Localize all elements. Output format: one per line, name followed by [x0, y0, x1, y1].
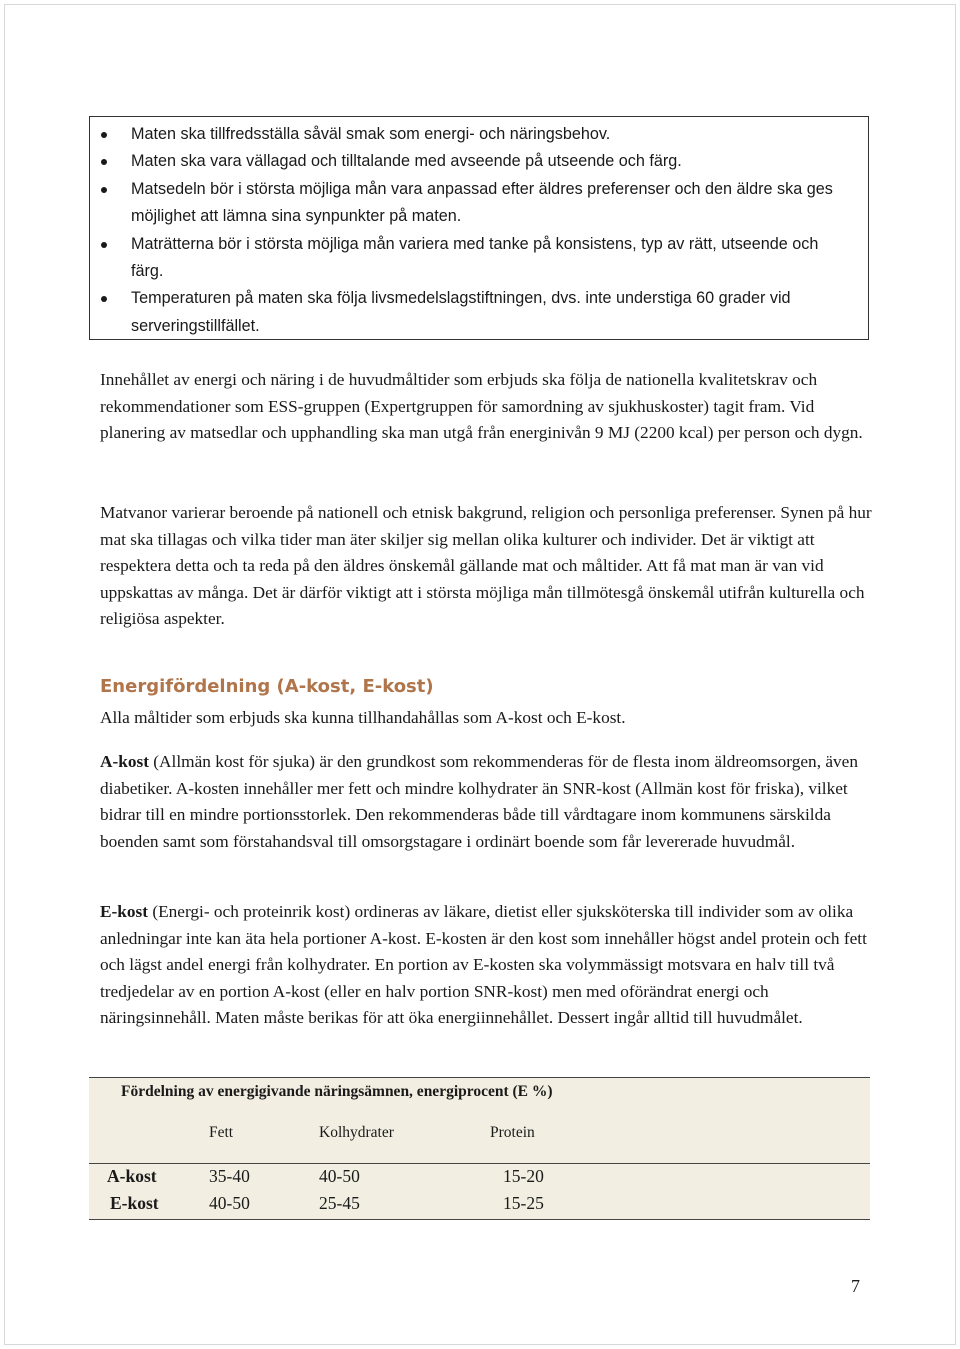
list-item	[90, 285, 868, 340]
paragraph-akost	[100, 749, 880, 855]
table-cell: 40-50	[319, 1166, 360, 1186]
list-item	[90, 231, 868, 286]
bullet-icon	[101, 242, 107, 248]
list-item-text: Temperaturen på maten ska följa livsmedelslagstiftningen, dvs. inte understiga 60 grader vid serveringstillfället.	[131, 289, 791, 335]
energy-distribution-table	[89, 1077, 870, 1220]
table-header-kolhydrater: Kolhydrater	[319, 1124, 394, 1141]
table-header-fett: Fett	[209, 1124, 234, 1141]
table-cell: 15-25	[503, 1193, 544, 1213]
table-cell: 25-45	[319, 1193, 360, 1213]
table-cell: 35-40	[209, 1166, 250, 1186]
ekost-description: (Energi- och proteinrik kost) ordineras av läkare, dietist eller sjuksköterska till individer som av olika anledningar inte kan äta hela portioner A-kost. E-kosten är den kost som innehåller högst andel protein och fett och lägst andel energi från kolhydrater. En portion av E-kosten ska volymmässigt motsvara en halv till två tredjedelar av en portion A-kost (eller en halv portion SNR-kost) men med oförändrat energi och näringsinnehåll. Maten måste berikas för att öka energiinnehållet. Dessert ingår alltid till huvudmålet.	[100, 902, 867, 1027]
table-cell: 15-20	[503, 1166, 544, 1186]
akost-description: (Allmän kost för sjuka) är den grundkost som rekommenderas för de flesta inom äldreomsorgen, även diabetiker. A-kosten innehåller mer fett och mindre kolhydrater än SNR-kost (Allmän kost för friska), vilket bidrar till en mindre portionsstorlek. Den rekommenderas både till vårdtagare inom kommunens särskilda boenden samt som förstahandsval till omsorgstagare i ordinärt boende som får levererade huvudmål.	[100, 752, 858, 851]
table-header-protein: Protein	[490, 1124, 535, 1141]
section-heading: Energifördelning (A-kost, E-kost)	[100, 676, 434, 697]
term-ekost: E-kost	[100, 902, 149, 921]
bullet-icon	[101, 132, 107, 138]
page-number: 7	[851, 1276, 860, 1296]
term-akost: A-kost	[100, 752, 149, 771]
list-item	[90, 148, 868, 175]
table-row-label-akost: A-kost	[107, 1166, 157, 1186]
table-row-label-ekost: E-kost	[110, 1193, 159, 1213]
table-divider	[89, 1163, 870, 1164]
bullet-icon	[101, 187, 107, 193]
list-item	[90, 121, 868, 148]
list-item-text: Maträtterna bör i största möjliga mån variera med tanke på konsistens, typ av rätt, utseende och färg.	[131, 234, 819, 281]
paragraph-intro: Alla måltider som erbjuds ska kunna tillhandahållas som A-kost och E-kost.	[100, 708, 626, 727]
list-item	[90, 176, 868, 231]
list-item-text: Matsedeln bör i största möjliga mån vara anpassad efter äldres preferenser och den äldre ska ges möjlighet att lämna sina synpunkter på maten.	[131, 179, 833, 226]
requirements-list	[90, 121, 868, 340]
paragraph-energy-content: Innehållet av energi och näring i de huvudmåltider som erbjuds ska följa de nationella kvalitetskrav och rekommendationer som ESS-gruppen (Expertgruppen för samordning av sjukhuskoster) tagit fram. Vid planering av matsedlar och upphandling ska man utgå från energinivån 9 MJ (2200 kcal) per person och dygn.	[100, 370, 863, 442]
table-cell: 40-50	[209, 1193, 250, 1213]
requirements-box	[89, 116, 869, 340]
bullet-icon	[101, 159, 107, 165]
paragraph-ekost	[100, 899, 880, 1032]
paragraph-food-habits: Matvanor varierar beroende på nationell och etnisk bakgrund, religion och personliga preferenser. Synen på hur mat ska tillagas och vilka tider man äter skiljer sig mellan olika kulturer och individer. Det är viktigt att respektera detta och ta reda på den äldres önskemål gällande mat och måltider. Att få mat man är van vid uppskattas av många. Det är därför viktigt att i största möjliga mån tillmötesgå önskemål utifrån kulturella och religiösa aspekter.	[100, 503, 872, 628]
list-item-text: Maten ska vara vällagad och tilltalande med avseende på utseende och färg.	[131, 152, 682, 171]
bullet-icon	[101, 296, 107, 302]
list-item-text: Maten ska tillfredsställa såväl smak som energi- och näringsbehov.	[131, 125, 611, 143]
table-caption: Fördelning av energigivande näringsämnen, energiprocent (E %)	[121, 1083, 553, 1100]
